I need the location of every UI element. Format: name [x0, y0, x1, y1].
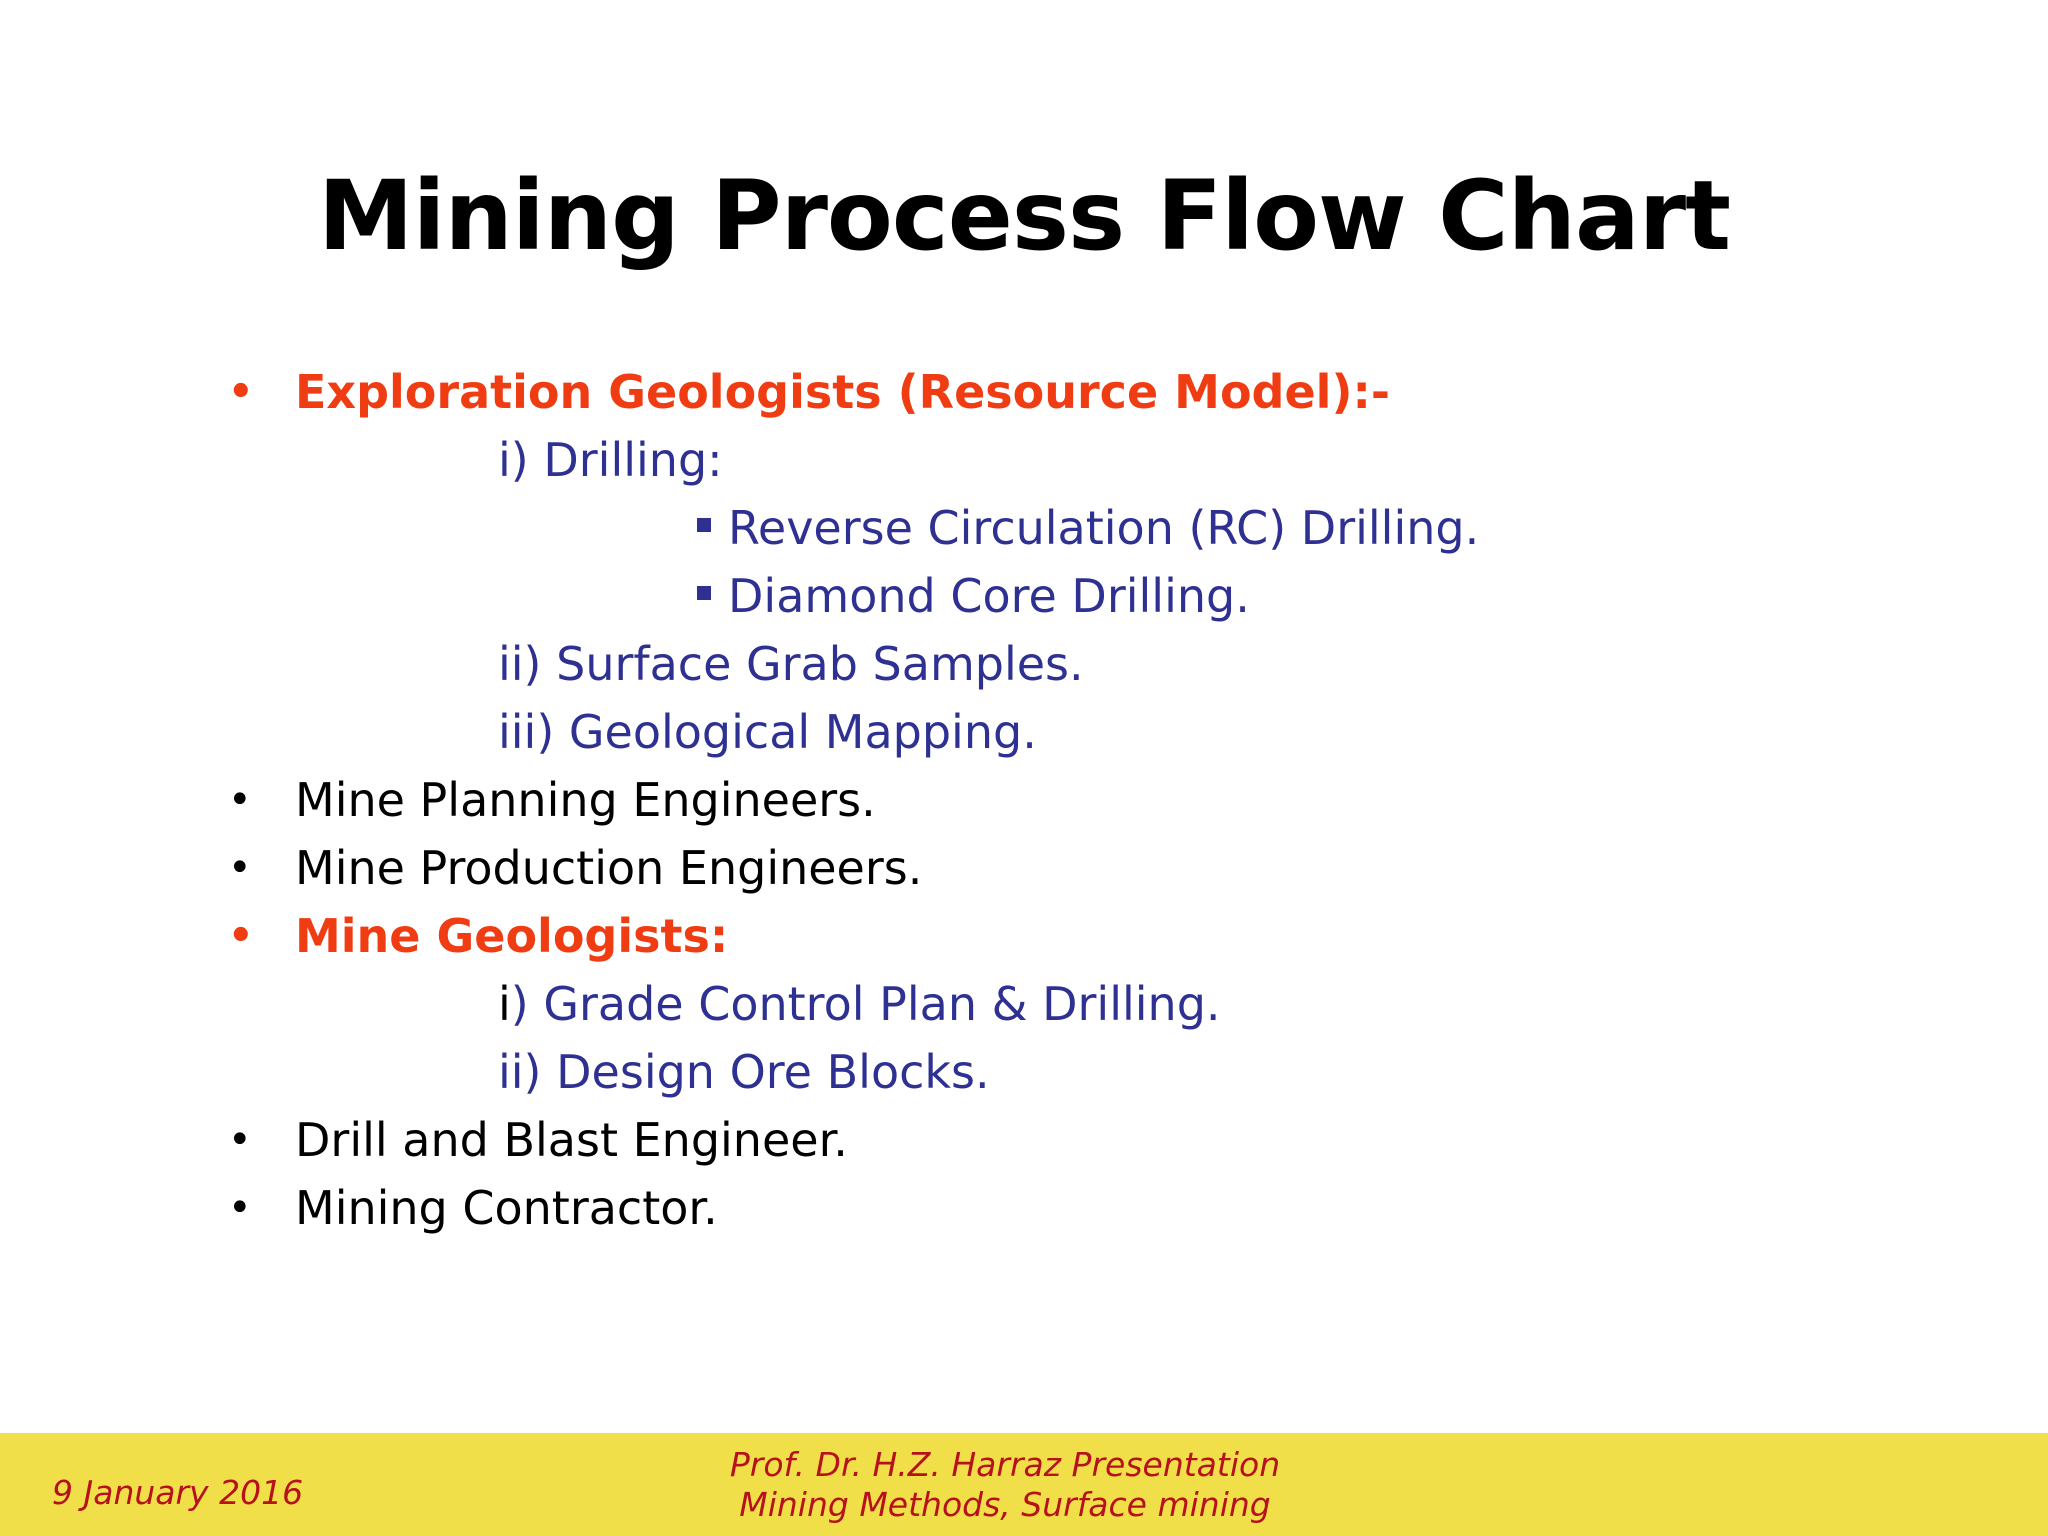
list-item-mining-contractor	[0, 1174, 2048, 1242]
bullet-icon: •	[228, 913, 254, 959]
sub-item-grade-control	[498, 970, 1221, 1038]
list-item-text: Exploration Geologists (Resource Model):-	[295, 365, 1390, 419]
sub-sub-item-diamond-core: Diamond Core Drilling.	[728, 569, 1250, 623]
footer-credits	[620, 1445, 1390, 1525]
bullet-icon: •	[228, 845, 252, 891]
footer-topic: Mining Methods, Surface mining	[739, 1485, 1271, 1524]
footer-date: 9 January 2016	[52, 1473, 304, 1512]
list-item-exploration-geologists	[0, 358, 2048, 426]
square-bullet-icon	[697, 586, 711, 600]
list-item-mine-production	[0, 834, 2048, 902]
list-item-text: Drill and Blast Engineer.	[295, 1113, 848, 1167]
list-item-drill-blast	[0, 1106, 2048, 1174]
sub-sub-item-rc-drilling: Reverse Circulation (RC) Drilling.	[728, 501, 1480, 555]
sub-item-prefix: i	[498, 977, 511, 1031]
list-item-text: Mine Production Engineers.	[295, 841, 923, 895]
sub-item-text: ) Grade Control Plan & Drilling.	[510, 977, 1221, 1031]
square-bullet-icon	[697, 518, 711, 532]
bullet-icon: •	[228, 777, 252, 823]
sub-item-design-ore-blocks: ii) Design Ore Blocks.	[498, 1045, 990, 1099]
footer-presenter: Prof. Dr. H.Z. Harraz Presentation	[729, 1445, 1281, 1484]
sub-item-surface-grab: ii) Surface Grab Samples.	[498, 637, 1084, 691]
list-item-text: Mine Planning Engineers.	[295, 773, 876, 827]
list-item-mine-planning	[0, 766, 2048, 834]
list-item-text: Mine Geologists:	[295, 909, 729, 963]
sub-item-drilling: i) Drilling:	[498, 433, 723, 487]
bullet-icon: •	[228, 1185, 252, 1231]
list-item-mine-geologists	[0, 902, 2048, 970]
bullet-icon: •	[228, 369, 254, 415]
slide-footer	[0, 1433, 2048, 1536]
bullet-icon: •	[228, 1117, 252, 1163]
sub-item-geological-mapping: iii) Geological Mapping.	[498, 705, 1037, 759]
list-item-text: Mining Contractor.	[295, 1181, 718, 1235]
slide-title: Mining Process Flow Chart	[318, 160, 1730, 272]
